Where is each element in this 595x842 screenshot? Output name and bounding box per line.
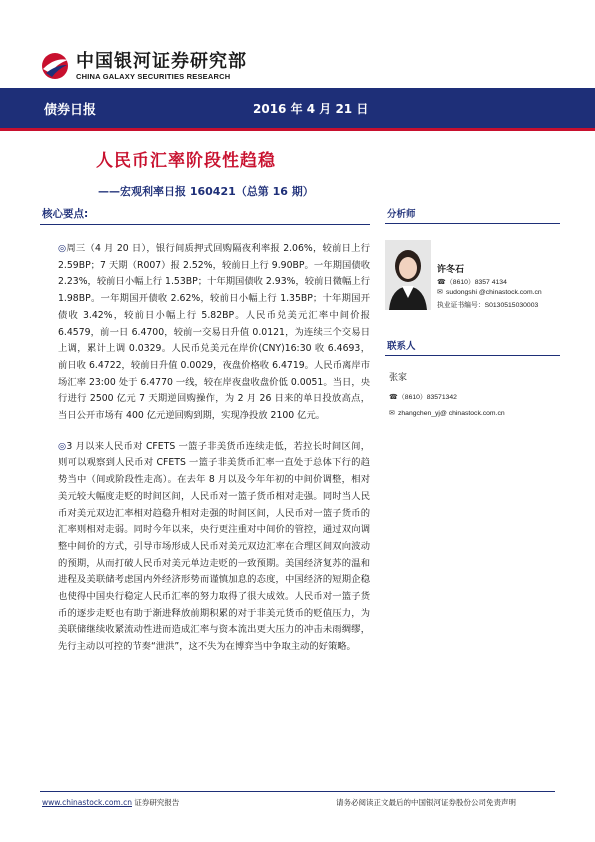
core-point-paragraph-2 [40, 439, 370, 656]
bullet-icon: ◎ [58, 243, 67, 254]
disclaimer-note: 请务必阅读正文最后的中国银河证券股份公司免责声明 [336, 798, 516, 807]
contact-name: 张家 [389, 373, 408, 383]
logo-english-name: CHINA GALAXY SECURITIES RESEARCH [76, 71, 231, 81]
footer-divider [40, 791, 555, 792]
analyst-photo [385, 240, 431, 310]
contact-heading: 联系人 [385, 336, 560, 356]
core-points-heading: 核心要点: [40, 204, 370, 225]
report-type: 债券日报 [44, 103, 97, 118]
analyst-name: 许冬石 [437, 265, 465, 275]
analyst-heading: 分析师 [385, 204, 560, 224]
phone-icon: ☎ [389, 394, 398, 401]
report-date: 2016 年 4 月 21 日 [253, 102, 369, 116]
banner-divider [0, 128, 595, 131]
mail-icon: ✉ [437, 289, 443, 296]
report-title: 人民币汇率阶段性趋稳 [96, 151, 276, 171]
analyst-phone: ☎（8610）8357 4134 [437, 279, 507, 286]
core-point-text-2: 3 月以来人民币对 CFETS 一篮子非美货币连续走低，若拉长时间区间，则可以观察到人民币对 CFETS 一篮子非美货币汇率一直处于总体下行的趋势当中（间或阶段性走高）。在去年 8 月以及今年年初的中间价调整，相对美元较大幅度走贬的时间区间，人民币对一篮子货币相对走强。同时当人民币对美元双边汇率相对趋稳升相对走强的时间区间，人民币对一篮子货币的汇率则相对走弱。同时今年以来，央行更注重对中间价的管控，通过双向调整中间价的方式，引导市场形成人民币对美元双边汇率在合理区间双向波动的预期，从而打破人民币对美元单边走贬的一致预期。美国经济复苏的温和进程及美联储考虑国内外经济形势而谨慎加息的态度，中国经济的短期企稳也使得中国央行稳定人民币汇率的努力取得了很大成效。人民币对一篮子货币的逐步走贬也有助于渐进释放前期积累的对于非美元货币的贬值压力，为美联储继续收紧流动性进而造成汇率与资本流出更大压力的冲击未雨绸缪，先行主动以可控的节奏“泄洪”，这不失为在博弈当中争取主动的好策略。 [58, 440, 370, 653]
analyst-email[interactable]: ✉ sudongshi @chinastock.com.cn [437, 289, 542, 296]
core-point-paragraph-1 [40, 241, 370, 425]
contact-email[interactable]: ✉ zhangchen_yj@ chinastock.com.cn [389, 410, 505, 417]
core-point-text-1: 周三（4 月 20 日），银行间质押式回购隔夜利率报 2.06%，较前日上行 2.59BP；7 天期（R007）报 2.52%，较前日上行 9.90BP。一年期国债收 2.23%，较前日小幅上行 1.53BP；十年期国债收 2.93%，较前日微幅上行 1.98BP。一年期国开债收 2.62%，较前日小幅上行 1.35BP；十年期国开债收 3.42%，较前日小幅上行 5.82BP。人民币兑美元汇率中间价报 6.4579，前一日 6.4700，较前一交易日升值 0.0121，为连续三个交易日上调，累计上调 0.0329。人民币兑美元在岸价(CNY)16:30 收 6.4693，前日收 6.4722，较前日升值 0.0029，夜盘价格收 6.4719。人民币离岸市场汇率 23:00 处于 6.4770 一线，较在岸夜盘收盘价低 0.0051。当日，央行进行 2500 亿元 7 天期逆回购操作，为 2 月 26 日来的单日投放高点，当日公开市场有 400 亿元逆回购到期，实现净投放 2100 亿元。 [58, 243, 370, 422]
core-points-section [40, 204, 370, 656]
report-subtitle: ——宏观利率日报 160421（总第 16 期） [98, 185, 314, 198]
logo-chinese-name: 中国银河证券研究部 [76, 50, 247, 72]
galaxy-logo-icon [40, 51, 70, 81]
website-link[interactable]: www.chinastock.com.cn [42, 798, 132, 807]
analyst-cert: 执业证书编号：S0130515030003 [437, 302, 539, 309]
phone-icon: ☎ [437, 279, 446, 286]
mail-icon: ✉ [389, 410, 395, 417]
contact-phone: ☎（8610）83571342 [389, 394, 457, 401]
analyst-sidebar [385, 204, 560, 417]
company-logo [40, 48, 247, 84]
footer-report-label: 证券研究报告 [131, 798, 180, 807]
footer-left [42, 797, 179, 808]
bullet-icon: ◎ [58, 440, 67, 452]
analyst-card [385, 230, 560, 322]
